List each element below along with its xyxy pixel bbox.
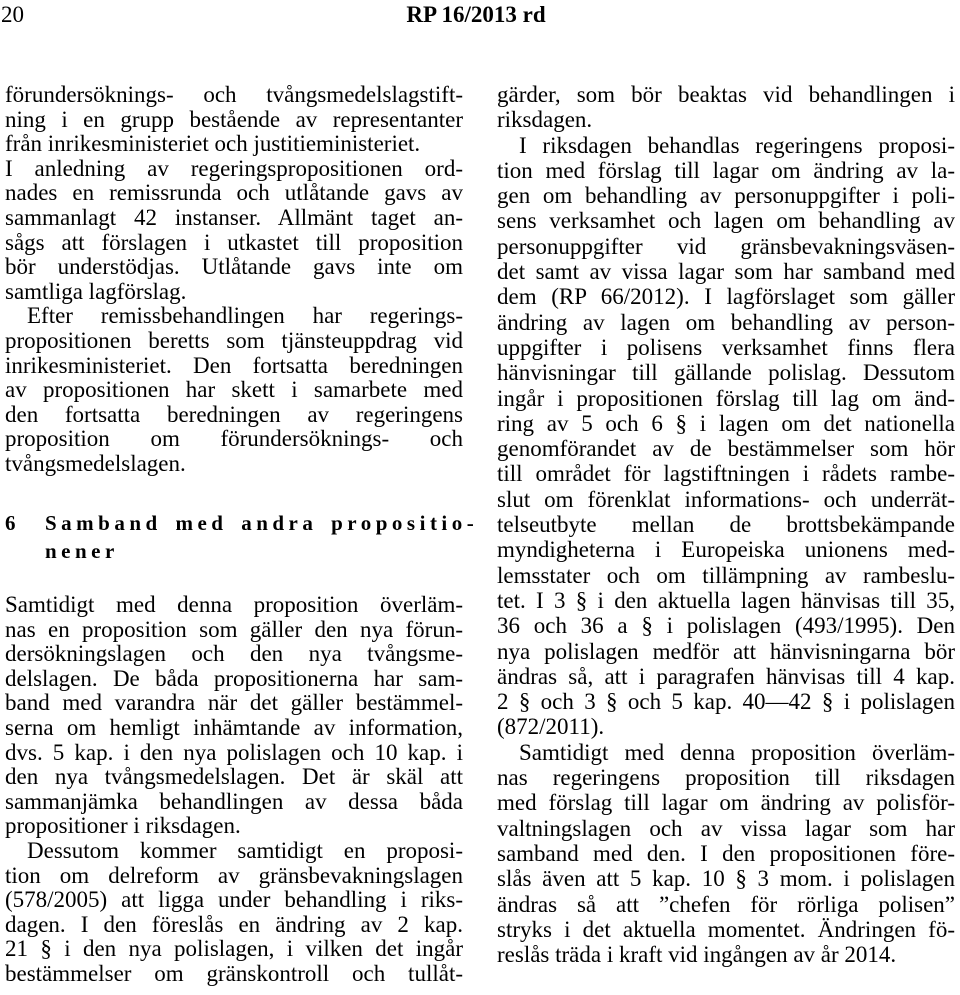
text-line: tet. I 3 § i den aktuella lagen hänvisas till 35,: [497, 587, 955, 613]
text-line: bestämmelser om gränskontroll och tullåt-: [5, 961, 463, 986]
text-line: ingår i propositionen förslag till lag om änd-: [497, 385, 955, 411]
text-line: I anledning av regeringspropositionen ord-: [5, 156, 463, 181]
text-line: nades en remissrunda och utlåtande gavs av: [5, 181, 463, 206]
left-column-lower: [5, 593, 463, 987]
text-line: riksdagen.: [497, 107, 593, 133]
paragraph: [5, 83, 463, 157]
text-line: inrikesministeriet. Den fortsatta beredningen: [5, 353, 463, 378]
text-line: sens verksamhet och lagen om behandling av: [497, 208, 955, 234]
text-line: ändring av lagen om behandling av person-: [497, 309, 955, 335]
text-line: I riksdagen behandlas regeringens proposi-: [519, 132, 955, 158]
text-line: reslås träda i kraft vid ingången av år 2014.: [497, 942, 897, 968]
section-title-line: Samband med andra propositio-: [45, 511, 479, 535]
right-column: [497, 82, 955, 967]
text-line: slut om förenklat informations- och underrät-: [497, 486, 955, 512]
text-line: 21 § i den nya polislagen, i vilken det ingår: [5, 937, 463, 962]
text-line: från inrikesministeriet och justitieministeriet.: [5, 132, 421, 157]
text-line: förundersöknings- och tvångsmedelslagstift-: [5, 83, 463, 107]
text-line: samtliga lagförslag.: [5, 279, 187, 304]
text-line: 2 § och 3 § och 5 kap. 40—42 § i polislagen: [497, 689, 955, 715]
text-line: Efter remissbehandlingen har regerings-: [27, 304, 463, 329]
document-id: RP 16/2013 rd: [406, 2, 546, 27]
text-line: telseutbyte mellan de brottsbekämpande: [497, 512, 955, 538]
paragraph: [497, 133, 955, 740]
text-line: bör understödjas. Utlåtande gavs inte om: [5, 255, 463, 280]
text-line: ring av 5 och 6 § i lagen om det nationella: [497, 410, 955, 436]
text-line: (578/2005) att ligga under behandling i riks-: [5, 888, 463, 913]
text-line: ändras så, att i paragrafen hänvisas till 4 kap.: [497, 663, 955, 689]
text-line: den fortsatta beredningen av regeringens: [5, 402, 463, 427]
text-line: sammanlagt 42 instanser. Allmänt taget an-: [5, 205, 463, 230]
text-line: dvs. 5 kap. i den nya polislagen och 10 kap. i: [5, 740, 463, 765]
text-line: tvångsmedelslagen.: [5, 451, 186, 476]
text-line: myndigheterna i Europeiska unionens med-: [497, 537, 955, 563]
text-line: till området för lagstiftningen i rådets rambe-: [497, 461, 955, 487]
text-line: nya polislagen medför att hänvisningarna bör: [497, 638, 955, 664]
text-line: dersökningslagen och den nya tvångsme-: [5, 642, 463, 667]
text-line: hänvisningar till gällande polislag. Dessutom: [497, 360, 955, 386]
text-line: valtningslagen och av vissa lagar som har: [497, 815, 955, 841]
text-line: (872/2011).: [497, 714, 605, 740]
text-line: sammanjämka behandlingen av dessa båda: [5, 789, 463, 814]
text-line: band med varandra när det gäller bestämmel-: [5, 691, 463, 716]
page-number: 20: [1, 2, 24, 27]
text-line: tion med förslag till lagar om ändring av la-: [497, 157, 955, 183]
section-number: 6: [5, 511, 16, 535]
text-line: propositionen beretts som tjänsteuppdrag vid: [5, 328, 463, 353]
text-line: Samtidigt med denna proposition överläm-: [519, 739, 955, 765]
paragraph: [5, 304, 463, 476]
section-title: [45, 509, 478, 565]
text-line: tion om delreform av gränsbevakningslagen: [5, 863, 463, 888]
text-line: samband med den. I den propositionen före-: [497, 840, 955, 866]
section-title-line: nener: [45, 539, 119, 563]
text-line: propositioner i riksdagen.: [5, 814, 241, 839]
text-line: av propositionen har skett i samarbete med: [5, 378, 463, 403]
text-line: Dessutom kommer samtidigt en proposi-: [27, 838, 463, 863]
text-line: personuppgifter vid gränsbevakningsväsen-: [497, 233, 955, 259]
text-line: ning i en grupp bestående av representanter: [5, 107, 463, 132]
left-column-upper: [5, 83, 463, 477]
text-line: lemsstater och om tillämpning av rambeslu-: [497, 562, 955, 588]
text-line: det samt av vissa lagar som har samband med: [497, 259, 955, 285]
text-line: nas en proposition som gäller den nya förun-: [5, 617, 463, 642]
text-line: Samtidigt med denna proposition överläm-: [5, 593, 463, 617]
paragraph: [497, 82, 955, 133]
text-line: dagen. I den föreslås en ändring av 2 kap.: [5, 912, 463, 937]
text-line: gen om behandling av personuppgifter i poli-: [497, 183, 955, 209]
text-line: slås även att 5 kap. 10 § 3 mom. i polislagen: [497, 866, 955, 892]
text-line: sågs att förslagen i utkastet till proposition: [5, 230, 463, 255]
text-line: den nya tvångsmedelslagen. Det är skäl att: [5, 765, 463, 790]
text-line: uppgifter i polisens verksamhet finns flera: [497, 334, 955, 360]
text-line: gärder, som bör beaktas vid behandlingen i: [497, 82, 955, 107]
text-line: serna om hemligt inhämtande av information,: [5, 715, 463, 740]
paragraph: [5, 839, 463, 987]
text-line: 36 och 36 a § i polislagen (493/1995). Den: [497, 613, 955, 639]
section-heading: [5, 509, 479, 565]
paragraph: [497, 740, 955, 968]
text-line: proposition om förundersöknings- och: [5, 427, 463, 452]
paragraph: [5, 593, 463, 839]
text-line: genomförandet av de bestämmelser som hör: [497, 436, 955, 462]
text-line: ändras så att ”chefen för rörliga polisen”: [497, 891, 955, 917]
text-line: med förslag till lagar om ändring av polisför-: [497, 790, 955, 816]
text-line: nas regeringens proposition till riksdagen: [497, 765, 955, 791]
text-line: dem (RP 66/2012). I lagförslaget som gäller: [497, 284, 955, 310]
paragraph: [5, 157, 463, 305]
text-line: stryks i det aktuella momentet. Ändringen fö-: [497, 916, 955, 942]
text-line: delslagen. De båda propositionerna har sam-: [5, 666, 463, 691]
